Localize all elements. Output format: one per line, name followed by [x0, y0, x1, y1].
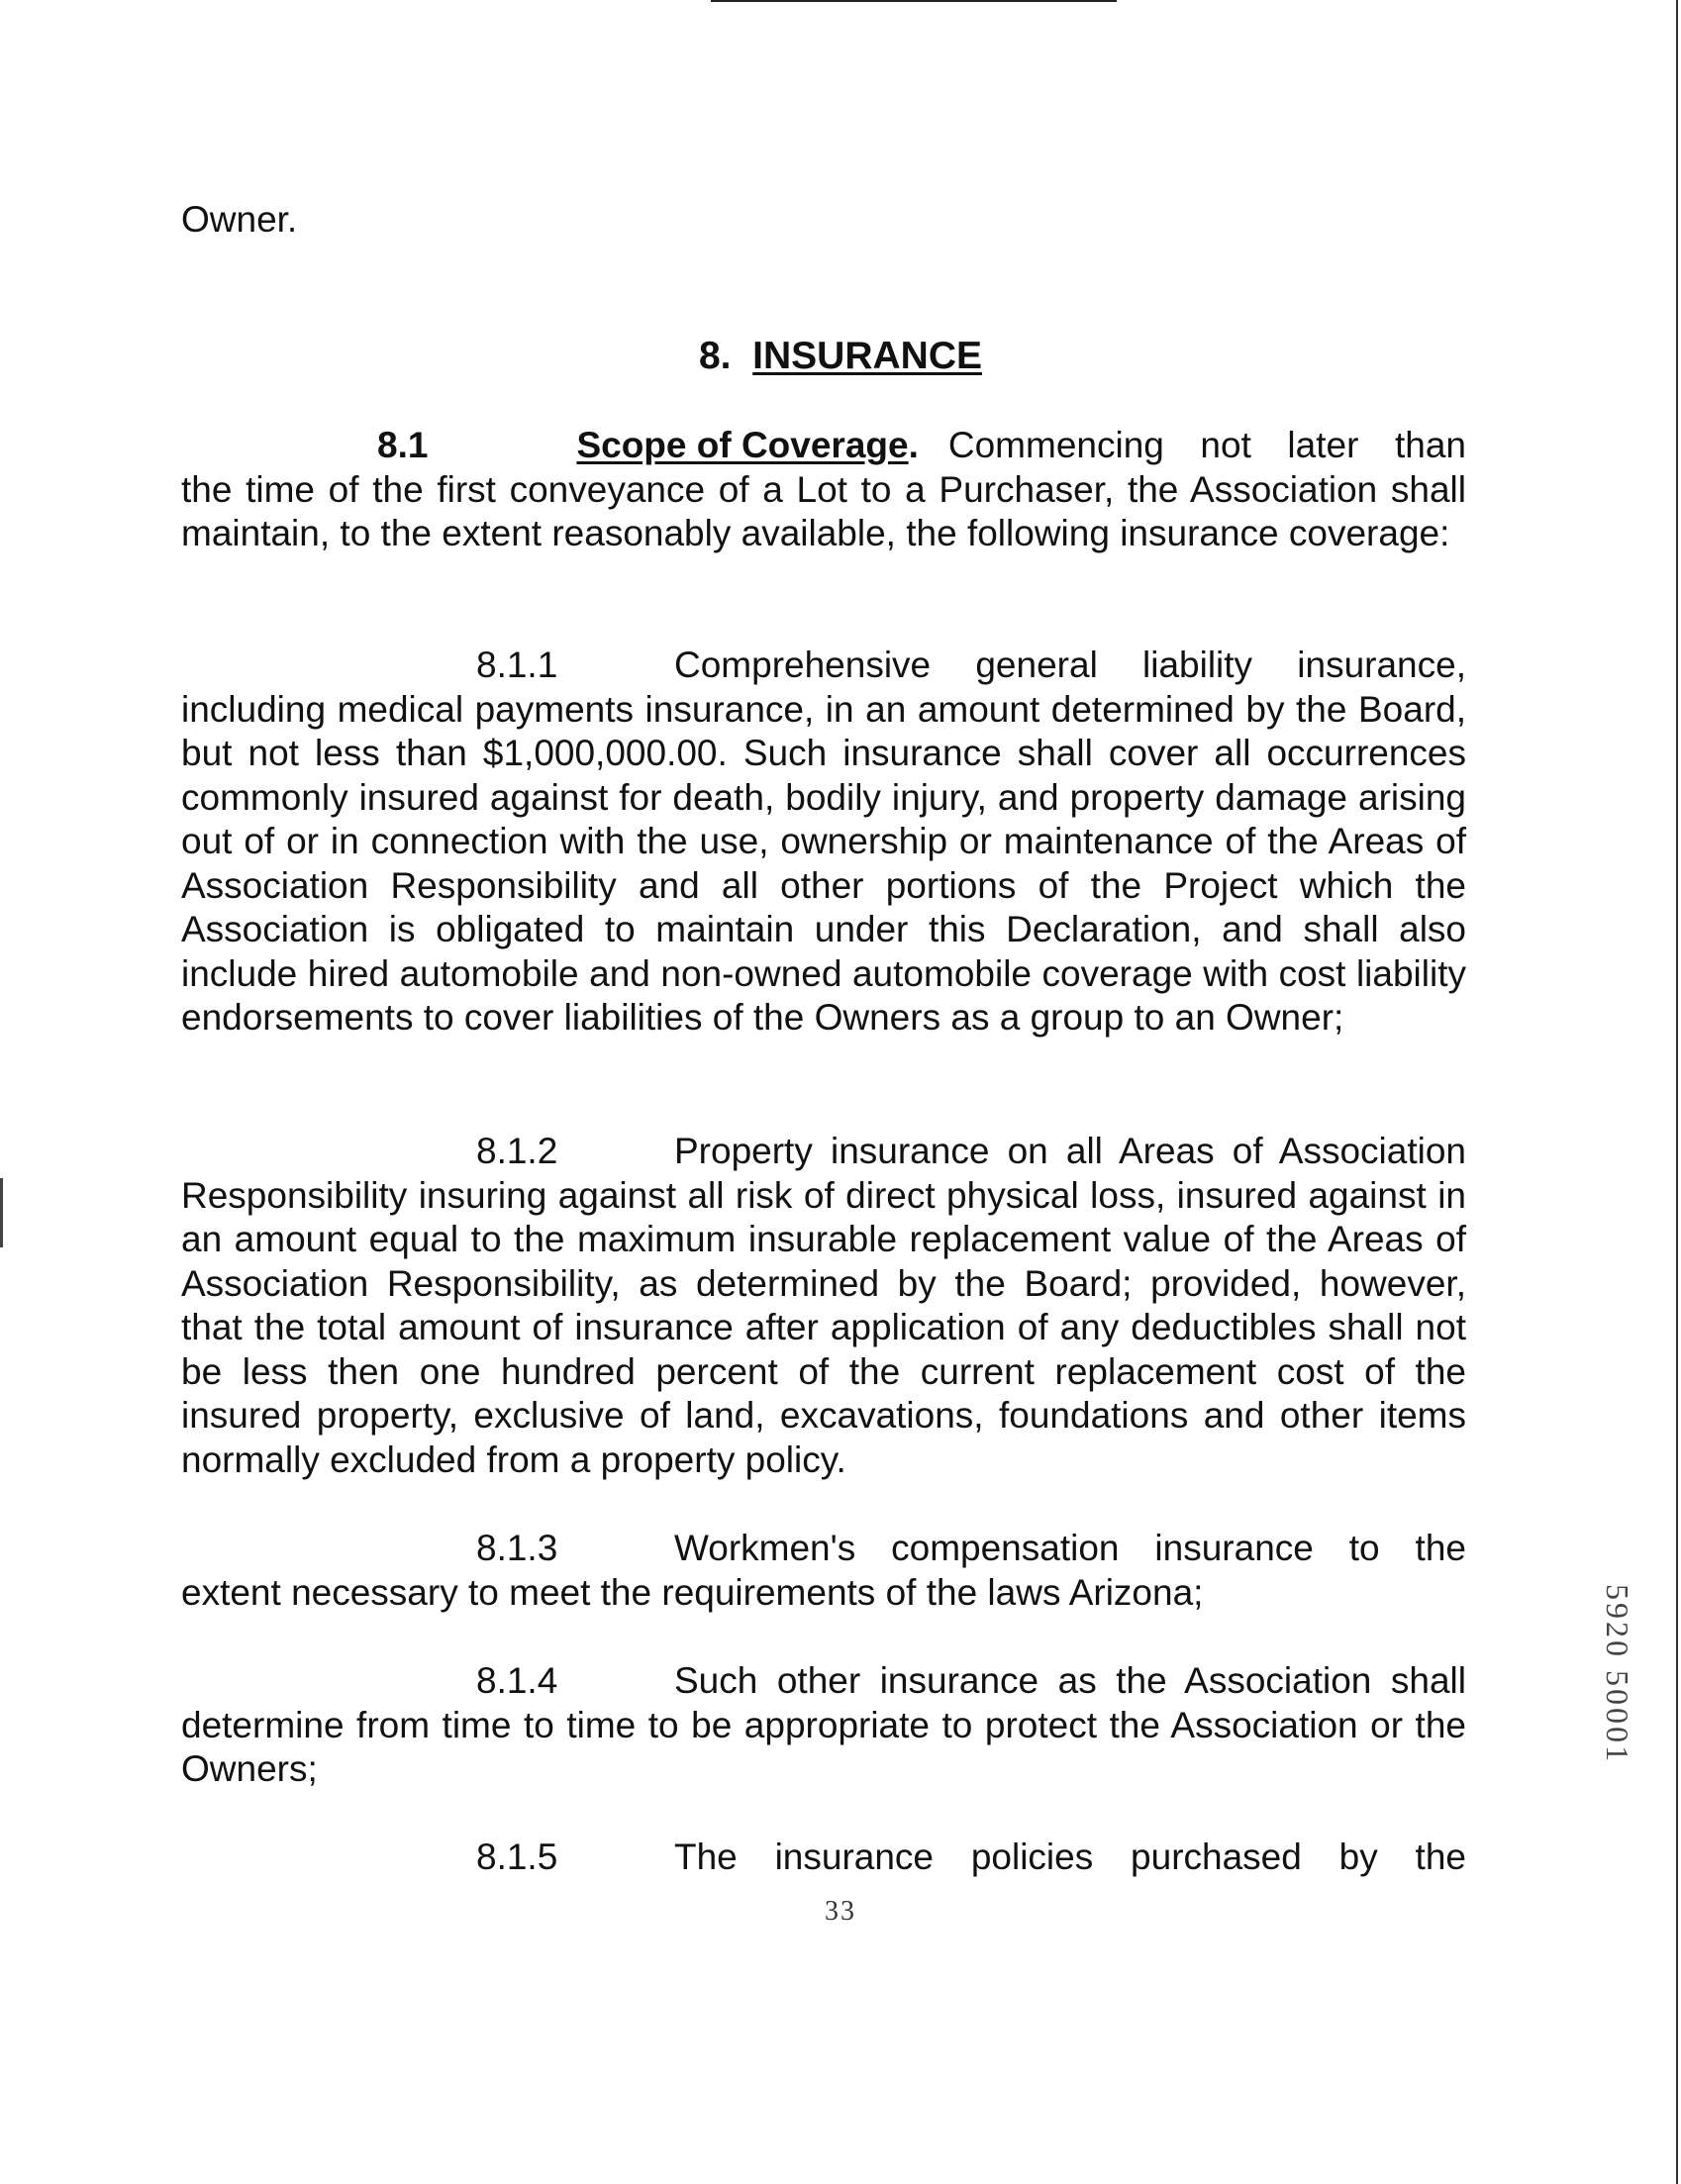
item-lead: Workmen's compensation insurance to the — [674, 1528, 1466, 1568]
margin-stamp: 5920 50001 — [1600, 1584, 1635, 1764]
subsection-lead: Commencing not later than — [947, 425, 1466, 465]
item-8-1-2 — [181, 1130, 1466, 1482]
item-number: 8.1.3 — [476, 1528, 558, 1568]
item-8-1-5 — [181, 1836, 1466, 1880]
item-lead: Property insurance on all Areas of Association — [674, 1131, 1466, 1171]
item-body: Responsibility insuring against all risk of direct physical loss, insured against in an amount equal to the maximum insurable replacement value of the Areas of Association Responsibility, as determined by the Board; provided, however, that the total amount of insurance after application of any deductibles shall not be less then one hundred percent of the current replacement cost of the insured property, exclusive of land, excavations, foundations and other items normally excluded from a property policy. — [181, 1174, 1466, 1480]
item-8-1-1 — [181, 644, 1466, 1041]
subsection-8-1 — [181, 424, 1466, 556]
subsection-number: 8.1 — [377, 425, 429, 465]
item-number: 8.1.4 — [476, 1660, 558, 1701]
item-first-line — [181, 644, 1466, 688]
item-body: determine from time to time to be appropriate to protect the Association or the Owners; — [181, 1704, 1466, 1789]
subsection-title-wrap — [576, 424, 918, 468]
item-first-line — [181, 1527, 1466, 1571]
subsection-title-punct: . — [908, 425, 919, 465]
subsection-body: the time of the first conveyance of a Lot to a Purchaser, the Association shall maintain, to the extent reasonably available, the following insurance coverage: — [181, 468, 1466, 553]
subsection-first-line — [181, 424, 1466, 468]
scan-edge — [1676, 0, 1678, 2184]
carryover-text: Owner. — [181, 199, 298, 240]
item-first-line — [181, 1130, 1466, 1174]
item-number: 8.1.5 — [476, 1837, 558, 1877]
item-number: 8.1.1 — [476, 645, 558, 685]
item-body: extent necessary to meet the requirements of the laws Arizona; — [181, 1571, 1204, 1613]
subsection-title: Scope of Coverage — [576, 425, 909, 465]
section-heading — [0, 334, 1681, 379]
item-first-line — [181, 1659, 1466, 1704]
item-number: 8.1.2 — [476, 1131, 558, 1171]
item-lead: Comprehensive general liability insurance, — [674, 645, 1466, 685]
item-body: including medical payments insurance, in an amount determined by the Board, but not less than $1,000,000.00. Such insurance shall cover all occurrences commonly insured against for death, bodily injury, and property damage arising out of or in connection with the use, ownership or maintenance of the Areas of Association Responsibility and all other portions of the Project which the Association is obligated to maintain under this Declaration, and shall also include hired automobile and non-owned automobile coverage with cost liability endorsements to cover liabilities of the Owners as a group to an Owner; — [181, 688, 1466, 1038]
section-title: INSURANCE — [752, 335, 983, 377]
item-first-line — [181, 1836, 1466, 1880]
item-lead: The insurance policies purchased by the — [674, 1837, 1466, 1877]
page-number: 33 — [825, 1896, 856, 1927]
item-8-1-3 — [181, 1527, 1466, 1615]
scan-mark — [0, 1178, 3, 1247]
top-rule — [711, 0, 1117, 2]
section-number: 8. — [698, 335, 732, 377]
item-8-1-4 — [181, 1659, 1466, 1792]
item-lead: Such other insurance as the Association shall — [674, 1660, 1466, 1701]
